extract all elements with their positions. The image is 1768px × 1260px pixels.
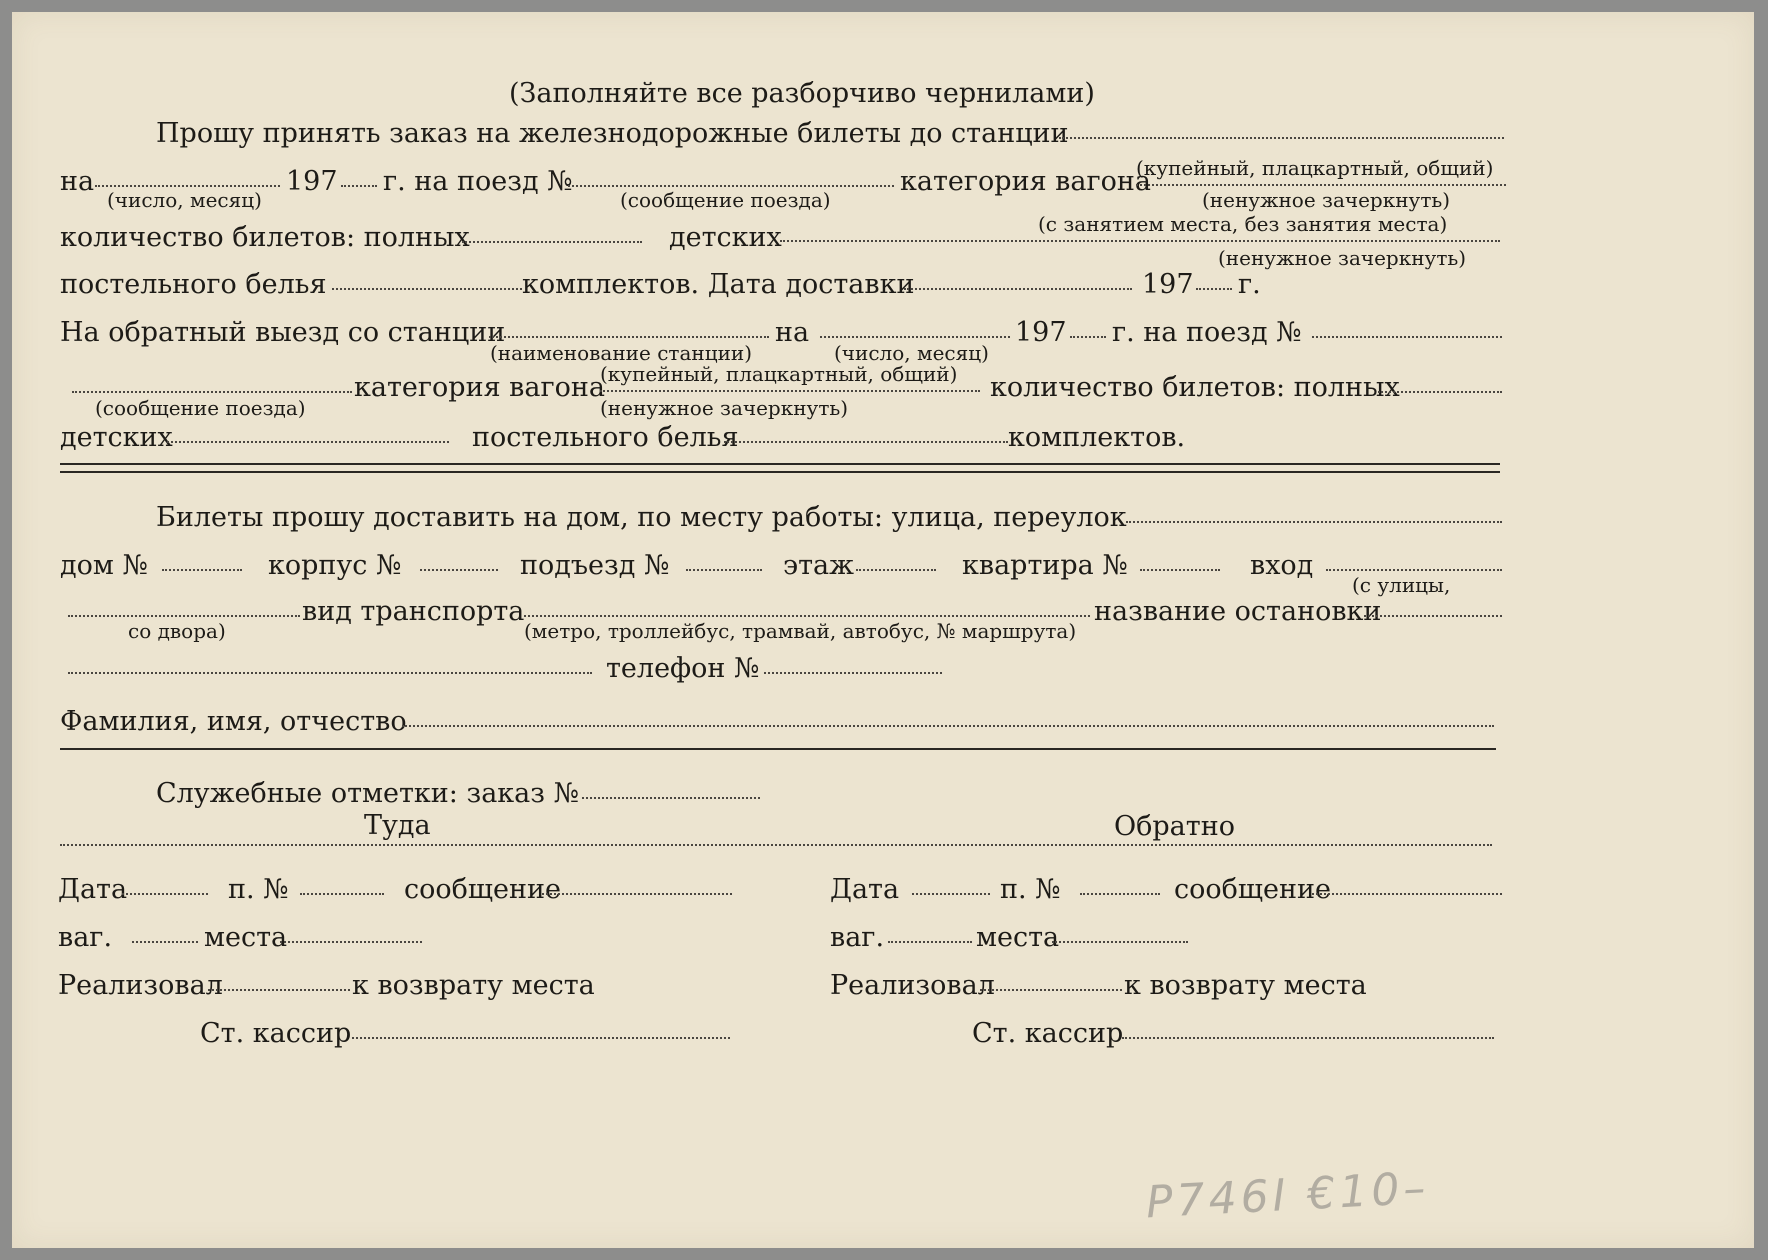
return-message-hint: (сообщение поезда): [95, 396, 306, 420]
label-return-wagon: категория вагона: [354, 372, 605, 403]
label-transport: вид транспорта: [302, 596, 525, 627]
return-date-hint: (число, месяц): [834, 341, 989, 365]
return-station-field[interactable]: [489, 336, 769, 338]
label-return-tickets: количество билетов: полных: [990, 372, 1400, 403]
children-tickets-field[interactable]: [780, 240, 1500, 242]
there-wagon-label: ваг.: [58, 922, 113, 953]
there-return-seats-label: к возврату места: [352, 970, 595, 1001]
label-entrance: подъезд №: [520, 550, 670, 581]
there-train-label: п. №: [228, 874, 289, 905]
house-field[interactable]: [162, 569, 242, 571]
return-strike-hint: (ненужное зачеркнуть): [600, 396, 849, 420]
service-back: Обратно: [1114, 811, 1235, 842]
message-hint: (сообщение поезда): [620, 188, 831, 212]
entry-field[interactable]: [1326, 569, 1502, 571]
date-hint: (число, месяц): [107, 188, 262, 212]
there-realized-field[interactable]: [208, 989, 350, 991]
year-prefix: 197: [286, 166, 338, 197]
back-realized-label: Реализовал: [830, 970, 995, 1001]
intro-text: Прошу принять заказ на железнодорожные билеты до станции: [156, 118, 1069, 149]
return-train-field[interactable]: [1312, 336, 1502, 338]
full-tickets-field[interactable]: [462, 241, 642, 243]
entry-field-cont[interactable]: [68, 615, 300, 617]
pencil-price-note: Р746I €10–: [1144, 1162, 1431, 1229]
back-message-label: сообщение: [1174, 874, 1331, 905]
label-return-bedding: постельного белья: [472, 422, 739, 453]
there-cashier-label: Ст. кассир: [200, 1018, 352, 1049]
year-field[interactable]: [341, 185, 377, 187]
return-date-field[interactable]: [820, 336, 1010, 338]
entry-hint-a: (с улицы,: [1352, 573, 1451, 597]
label-phone: телефон №: [606, 653, 760, 684]
return-bedding-field[interactable]: [724, 441, 1008, 443]
label-floor: этаж: [783, 550, 854, 581]
label-apartment: квартира №: [962, 550, 1128, 581]
building-field[interactable]: [420, 569, 498, 571]
there-wagon-field[interactable]: [132, 941, 198, 943]
service-header-line: [60, 844, 1492, 846]
label-return-children: детских: [60, 422, 173, 453]
service-order-field[interactable]: [582, 797, 760, 799]
label-building: корпус №: [268, 550, 402, 581]
year-prefix-2: 197: [1142, 269, 1194, 300]
label-full-name: Фамилия, имя, отчество: [60, 706, 407, 737]
label-bedding: постельного белья: [60, 269, 327, 300]
wagon-options-hint: (купейный, плацкартный, общий): [1136, 156, 1494, 180]
divider-bottom: [60, 471, 1500, 473]
instruction-note: (Заполняйте все разборчиво чернилами): [509, 78, 1095, 109]
back-cashier-field[interactable]: [1122, 1037, 1494, 1039]
bedding-sets-field[interactable]: [332, 288, 522, 290]
back-seats-label: места: [976, 922, 1060, 953]
return-full-tickets-field[interactable]: [1378, 391, 1502, 393]
return-year-prefix: 197: [1015, 317, 1067, 348]
there-message-field[interactable]: [542, 893, 732, 895]
there-date-field[interactable]: [122, 893, 208, 895]
there-train-field[interactable]: [300, 893, 384, 895]
stop-name-field[interactable]: [1364, 615, 1502, 617]
back-train-label: п. №: [1000, 874, 1061, 905]
back-train-field[interactable]: [1080, 893, 1160, 895]
destination-station-field[interactable]: [1059, 137, 1504, 139]
there-seats-field[interactable]: [280, 941, 422, 943]
label-stop-name: название остановки: [1094, 596, 1382, 627]
strike-hint-2: (ненужное зачеркнуть): [1218, 246, 1467, 270]
phone-field[interactable]: [764, 672, 942, 674]
entry-hint-b: со двора): [128, 619, 226, 643]
label-train-number: г. на поезд №: [383, 166, 573, 197]
railway-ticket-order-card: [12, 12, 1754, 1248]
delivery-intro: Билеты прошу доставить на дом, по месту работы: улица, переулок: [156, 502, 1127, 533]
delivery-date-field[interactable]: [904, 288, 1132, 290]
return-year-field[interactable]: [1070, 336, 1106, 338]
strike-hint: (ненужное зачеркнуть): [1202, 188, 1451, 212]
label-return-station: На обратный выезд со станции: [60, 317, 506, 348]
label-entry: вход: [1250, 550, 1314, 581]
label-house: дом №: [60, 550, 149, 581]
address-extra-field[interactable]: [68, 672, 592, 674]
return-children-field[interactable]: [167, 441, 449, 443]
back-date-label: Дата: [830, 874, 900, 905]
label-wagon-category: категория вагона: [900, 166, 1151, 197]
back-cashier-label: Ст. кассир: [972, 1018, 1124, 1049]
there-date-label: Дата: [58, 874, 128, 905]
return-station-hint: (наименование станции): [490, 341, 753, 365]
label-return-train: г. на поезд №: [1112, 317, 1302, 348]
back-date-field[interactable]: [912, 893, 990, 895]
full-name-field[interactable]: [402, 725, 1494, 727]
there-realized-label: Реализовал: [58, 970, 223, 1001]
floor-field[interactable]: [856, 569, 936, 571]
service-there: Туда: [364, 810, 431, 841]
back-message-field[interactable]: [1312, 893, 1502, 895]
label-return-na: на: [775, 317, 810, 348]
back-wagon-field[interactable]: [888, 941, 972, 943]
label-na: на: [60, 166, 95, 197]
divider-service: [60, 748, 1496, 750]
delivery-year-field[interactable]: [1196, 288, 1232, 290]
service-title: Служебные отметки: заказ №: [156, 778, 580, 809]
divider-top: [60, 463, 1500, 465]
there-cashier-field[interactable]: [352, 1037, 730, 1039]
label-tickets-count: количество билетов: полных: [60, 222, 470, 253]
return-wagon-options: (купейный, плацкартный, общий): [600, 362, 958, 386]
label-children: детских: [669, 222, 782, 253]
travel-date-field[interactable]: [95, 185, 280, 187]
return-wagon-field[interactable]: [600, 390, 980, 392]
back-realized-field[interactable]: [980, 989, 1122, 991]
seat-options-hint: (с занятием места, без занятия места): [1038, 212, 1448, 236]
train-number-field[interactable]: [568, 185, 894, 187]
back-seats-field[interactable]: [1052, 941, 1188, 943]
street-field[interactable]: [1126, 521, 1502, 523]
transport-hint: (метро, троллейбус, трамвай, автобус, № маршрута): [524, 619, 1077, 643]
label-sets-delivery: комплектов. Дата доставки: [522, 269, 915, 300]
return-message-field[interactable]: [72, 391, 352, 393]
back-wagon-label: ваг.: [830, 922, 885, 953]
apartment-field[interactable]: [1140, 569, 1220, 571]
year-g: г.: [1238, 269, 1261, 300]
there-message-label: сообщение: [404, 874, 561, 905]
wagon-category-field[interactable]: [1136, 184, 1506, 186]
transport-field[interactable]: [524, 615, 1090, 617]
label-return-sets: комплектов.: [1008, 422, 1186, 453]
back-return-seats-label: к возврату места: [1124, 970, 1367, 1001]
entrance-field[interactable]: [686, 569, 762, 571]
there-seats-label: места: [204, 922, 288, 953]
